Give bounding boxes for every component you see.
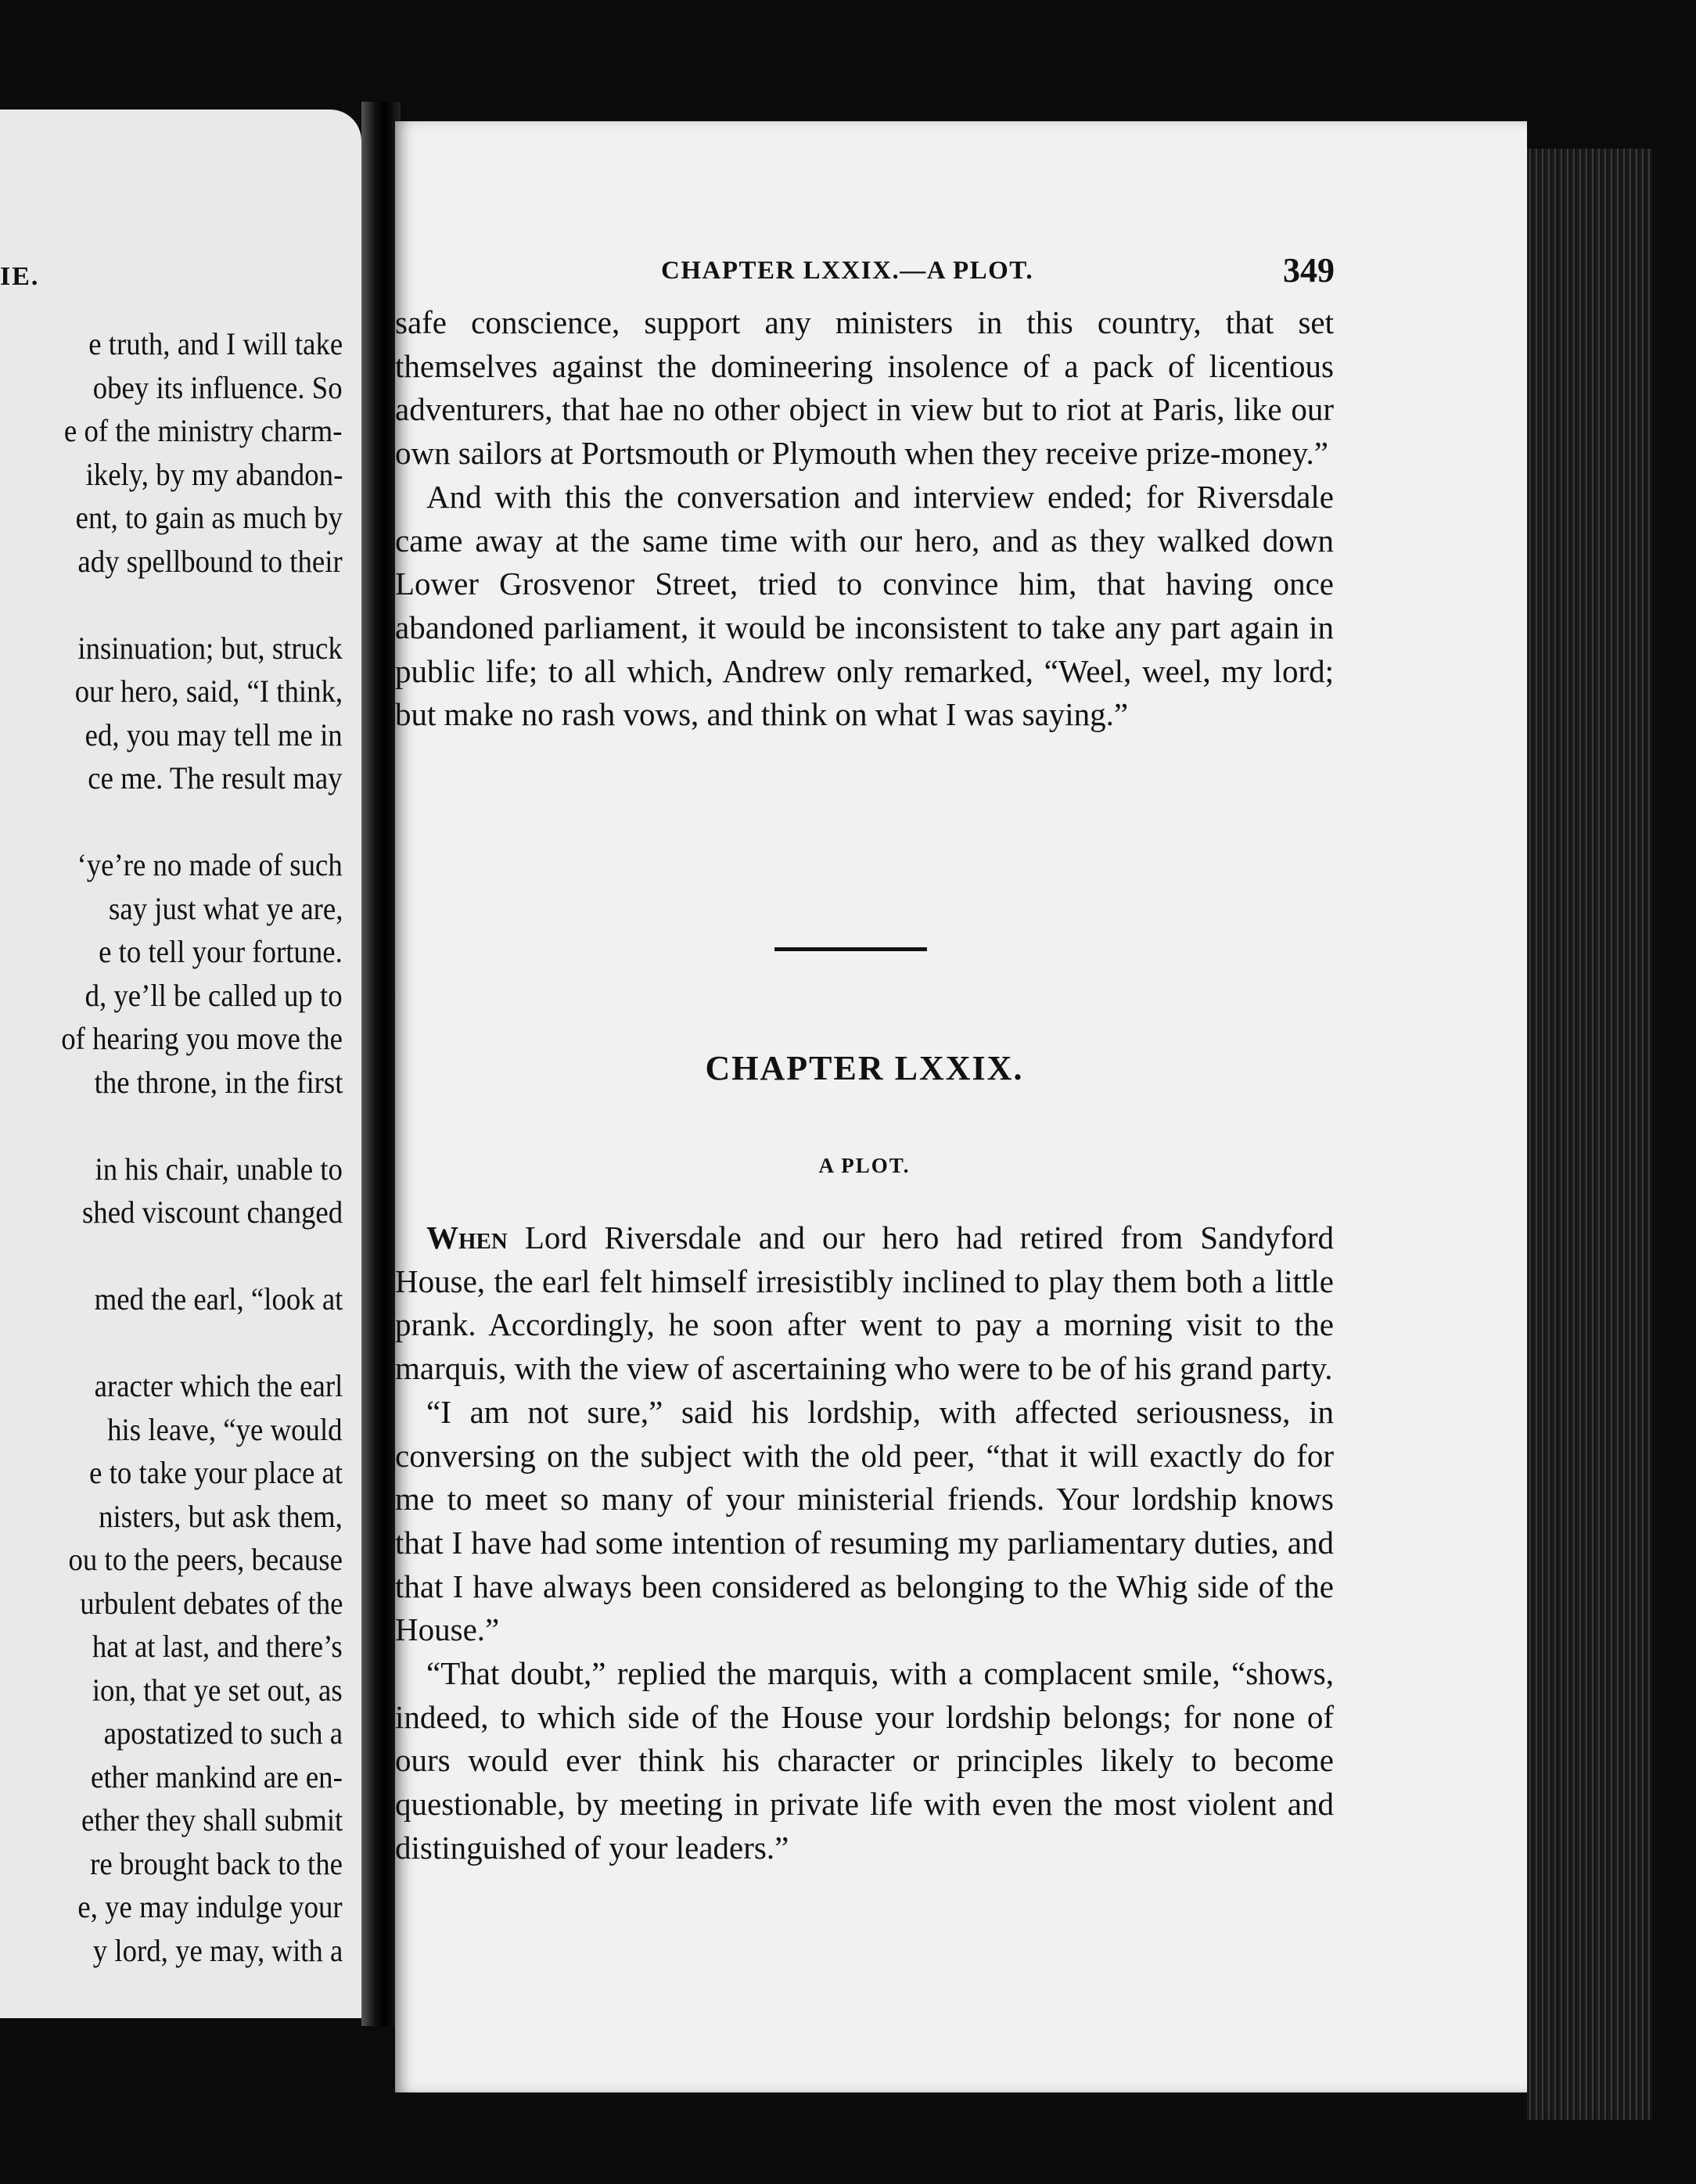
right-page [395, 121, 1527, 2092]
left-line: med the earl, “look at [94, 1281, 343, 1317]
left-line: e, ye may indulge your [77, 1889, 343, 1924]
section-rule [774, 947, 927, 951]
left-line: ady spellbound to their [77, 543, 343, 579]
left-line: ether mankind are en- [91, 1758, 343, 1794]
left-line: ed, you may tell me in [84, 717, 343, 753]
left-line: ion, that ye set out, as [92, 1672, 343, 1708]
left-page [0, 110, 361, 2018]
chapter-title: CHAPTER LXXIX. [705, 1049, 1024, 1087]
left-line: the throne, in the first [94, 1064, 343, 1100]
left-line: e to take your place at [89, 1455, 343, 1490]
left-line: his leave, “ye would [107, 1411, 343, 1447]
left-line: ikely, by my abandon- [85, 456, 343, 492]
left-line: e of the ministry charm- [64, 413, 343, 448]
paragraph-2: And with this the conversation and interview ended; for Riversdale came away at the same time with our hero, and as they walked down Lower Grosvenor Street, tried to convince him, that having once abandoned parliament, it would be inconsistent to take any part again in public life; to all which, Andrew only remarked, “Weel, weel, my lord; but make no rash vows, and think on what I was saying.” [395, 478, 1334, 733]
page-number: 349 [1283, 251, 1335, 289]
left-line: obey its influence. So [93, 369, 343, 405]
left-line: urbulent debates of the [79, 1585, 343, 1621]
left-line: apostatized to such a [103, 1715, 343, 1751]
left-line: aracter which the earl [94, 1368, 343, 1403]
paragraph-1: safe conscience, support any ministers in this country, that set themselves against the domineering insolence of a pack of licentious adventurers, that hae no other object in view but to riot at Paris, like our own sailors at Portsmouth or Plymouth when they receive prize-money.” [395, 304, 1334, 472]
text-block [395, 121, 1334, 2092]
chapter-subtitle: A PLOT. [818, 1154, 911, 1177]
left-line: y lord, ye may, with a [92, 1932, 343, 1968]
left-line: our hero, said, “I think, [74, 674, 343, 709]
opening-word: When [426, 1220, 508, 1255]
left-line: in his chair, unable to [95, 1151, 343, 1187]
running-head: CHAPTER LXXIX.—A PLOT. [661, 257, 1034, 285]
left-line: ou to the peers, because [68, 1542, 343, 1577]
left-line: d, ye’ll be called up to [84, 977, 343, 1013]
left-line: ether they shall submit [81, 1802, 343, 1837]
paragraph-5: “That doubt,” replied the marquis, with a complacent smile, “shows, indeed, to which side of the House your lordship belongs; for none of ours would ever think his character or principles likely to become questionable, by meeting in private life with even the most violent and distinguished of your leaders.” [395, 1655, 1334, 1866]
paragraph-4: “I am not sure,” said his lordship, with affected seriousness, in conversing on the subject with the old peer, “that it will exactly do for me to meet so many of your ministerial friends. Your lordship knows that I have had some intention of resuming my parliamentary duties, and that I have always been considered as belonging to the Whig side of the House.” [395, 1393, 1334, 1648]
left-line: e to tell your fortune. [99, 934, 343, 969]
left-line: shed viscount changed [81, 1194, 343, 1230]
paragraph-3 [395, 1216, 1334, 1391]
left-line: nisters, but ask them, [99, 1498, 343, 1534]
left-line: of hearing you move the [61, 1021, 343, 1056]
left-line: hat at last, and there’s [92, 1629, 343, 1664]
left-line: say just what ye are, [108, 890, 343, 926]
left-line: re brought back to the [90, 1845, 343, 1881]
left-line: e truth, and I will take [88, 326, 343, 361]
left-line: ce me. The result may [88, 760, 343, 796]
left-line: ent, to gain as much by [75, 500, 343, 535]
chapter-body [395, 1216, 1334, 1870]
left-line: ‘ye’re no made of such [77, 847, 343, 882]
page-edges [1527, 149, 1652, 2120]
paragraph-3-text: Lord Riversdale and our hero had retired from Sandyford House, the earl felt himself irresistibly inclined to play them both a little prank. Accordingly, he soon after went to pay a morning visit to the marquis, with the view of ascertaining who were to be of his grand party. [395, 1220, 1334, 1387]
paragraph-continued [395, 301, 1334, 737]
left-running-head: IE. [0, 262, 40, 291]
left-line: insinuation; but, struck [77, 630, 343, 666]
